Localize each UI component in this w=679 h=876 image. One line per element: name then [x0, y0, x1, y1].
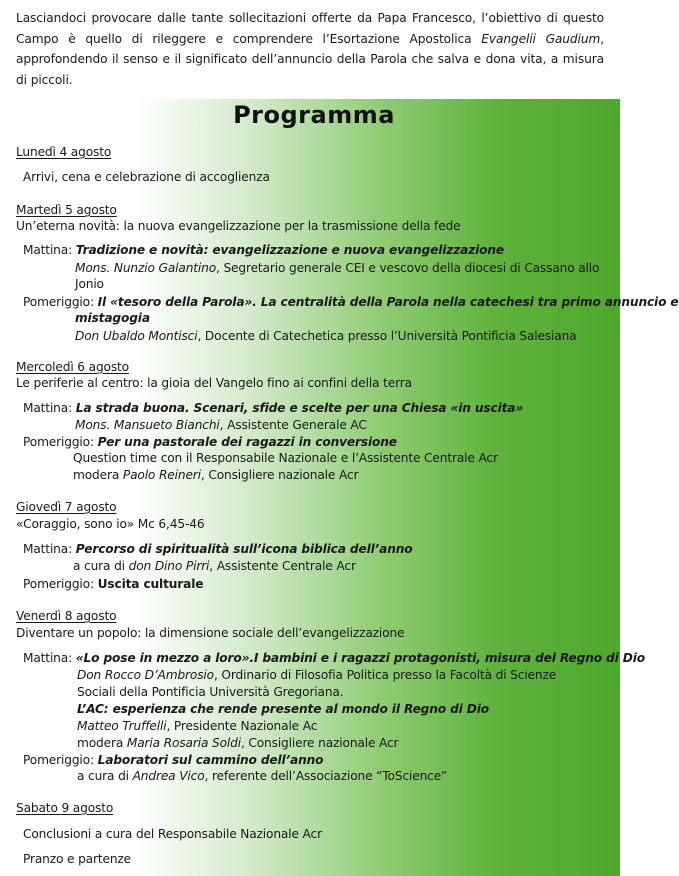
day-4-theme: «Coraggio, sono io» Mc 6,45-46 — [16, 517, 205, 531]
day-2-morning-speaker-cont: Jonio — [75, 277, 104, 291]
day-2-morning-speaker — [75, 261, 599, 275]
day-3-date: Mercoledì 6 agosto — [16, 360, 129, 374]
speaker-role: , Assistente Centrale Acr — [209, 559, 356, 573]
session-label: Pomeriggio: — [23, 753, 94, 767]
program-section — [0, 99, 679, 876]
session-label: Mattina: — [23, 243, 73, 257]
moderator-name: Maria Rosaria Soldi — [126, 736, 241, 750]
day-3-afternoon-moderator — [73, 468, 358, 482]
speaker-role: , Segretario generale CEI e vescovo della diocesi di Cassano allo — [216, 261, 600, 275]
session-title: Percorso di spiritualità sull’icona biblica dell’anno — [75, 542, 413, 556]
intro-text-2: , approfondendo il senso e il significato dell’annuncio della Parola che salva e dona vita, a misura di piccoli. — [16, 31, 605, 87]
day-5-morning-speaker-2 — [77, 719, 317, 733]
session-title: Laboratori sul cammino dell’anno — [97, 753, 324, 767]
day-1-date: Lunedì 4 agosto — [16, 145, 112, 159]
session-label: Pomeriggio: — [23, 295, 94, 309]
session-title: Per una pastorale dei ragazzi in conversione — [97, 435, 397, 449]
session-label: Mattina: — [23, 401, 73, 415]
speaker-name: Mons. Nunzio Galantino — [75, 261, 217, 275]
day-4-afternoon — [23, 577, 203, 591]
speaker-name: Mons. Mansueto Bianchi — [75, 418, 220, 432]
day-4-morning-speaker — [73, 559, 356, 573]
session-label: Mattina: — [23, 542, 73, 556]
day-3-morning-speaker — [75, 418, 367, 432]
day-6-line-1: Conclusioni a cura del Responsabile Nazionale Acr — [23, 827, 322, 841]
moderator-role: , Consigliere nazionale Acr — [200, 468, 359, 482]
moderator-prefix: modera — [77, 736, 127, 750]
speaker-role: , Assistente Generale AC — [219, 418, 367, 432]
speaker-role: , Presidente Nazionale Ac — [166, 719, 318, 733]
session-title: «Lo pose in mezzo a loro».I bambini e i ragazzi protagonisti, misura del Regno di Dio — [75, 651, 645, 665]
day-2-theme: Un’eterna novità: la nuova evangelizzazione per la trasmissione della fede — [16, 219, 461, 233]
day-3-morning — [23, 401, 523, 415]
session-label: Mattina: — [23, 651, 73, 665]
day-4-morning — [23, 542, 412, 556]
speaker-name: Don Ubaldo Montisci — [75, 329, 198, 343]
day-6-line-2: Pranzo e partenze — [23, 852, 132, 866]
program-title: Programma — [233, 101, 395, 129]
day-5-morning-title-2: L’AC: esperienza che rende presente al mondo il Regno di Dio — [77, 702, 490, 716]
session-title: Tradizione e novità: evangelizzazione e nuova evangelizzazione — [75, 243, 505, 257]
session-title: Uscita culturale — [97, 577, 204, 591]
session-label: Pomeriggio: — [23, 577, 94, 591]
speaker-prefix: a cura di — [73, 559, 129, 573]
day-2-afternoon-speaker — [75, 329, 577, 343]
session-title: La strada buona. Scenari, sfide e scelte per una Chiesa «in uscita» — [75, 401, 524, 415]
day-3-theme: Le periferie al centro: la gioia del Vangelo fino ai confini della terra — [16, 376, 412, 390]
speaker-prefix: a cura di — [77, 769, 133, 783]
day-3-afternoon — [23, 435, 397, 449]
speaker-role: , referente dell’Associazione “ToScience” — [204, 769, 448, 783]
intro-text-1: Lasciandoci provocare dalle tante sollecitazioni offerte da Papa Francesco, l’obiettivo di questo Campo è quello di rileggere e comprendere l’Esortazione Apostolica — [16, 11, 604, 46]
day-5-morning — [23, 651, 645, 665]
day-5-afternoon-speaker — [77, 769, 447, 783]
speaker-role: , Docente di Catechetica presso l’Università Pontificia Salesiana — [197, 329, 577, 343]
day-5-morning-speaker-cont: Sociali della Pontificia Università Gregoriana. — [77, 685, 344, 699]
day-2-morning — [23, 243, 504, 257]
day-4-date: Giovedì 7 agosto — [16, 500, 117, 514]
speaker-name: don Dino Pirri — [128, 559, 210, 573]
day-5-afternoon — [23, 753, 323, 767]
intro-paragraph — [16, 8, 604, 90]
speaker-role: , Ordinario di Filosofia Politica presso la Facoltà di Scienze — [213, 668, 557, 682]
day-1-note: Arrivi, cena e celebrazione di accoglienza — [23, 170, 270, 184]
day-5-date: Venerdì 8 agosto — [16, 609, 117, 623]
day-5-morning-moderator — [77, 736, 398, 750]
moderator-role: , Consigliere nazionale Acr — [240, 736, 399, 750]
speaker-name: Andrea Vico — [132, 769, 205, 783]
day-2-afternoon — [23, 295, 679, 309]
speaker-name: Matteo Truffelli — [77, 719, 167, 733]
day-5-theme: Diventare un popolo: la dimensione sociale dell’evangelizzazione — [16, 626, 405, 640]
moderator-name: Paolo Reineri — [122, 468, 201, 482]
moderator-prefix: modera — [73, 468, 123, 482]
day-5-morning-speaker — [77, 668, 556, 682]
session-label: Pomeriggio: — [23, 435, 94, 449]
intro-document-title: Evangelii Gaudium — [481, 31, 601, 46]
session-title: Il «tesoro della Parola». La centralità della Parola nella catechesi tra primo annuncio e — [97, 295, 679, 309]
speaker-name: Don Rocco D’Ambrosio — [77, 668, 214, 682]
day-3-afternoon-line: Question time con il Responsabile Nazionale e l’Assistente Centrale Acr — [73, 451, 498, 465]
day-6-date: Sabato 9 agosto — [16, 801, 114, 815]
day-2-date: Martedì 5 agosto — [16, 203, 117, 217]
day-2-afternoon-title-cont: mistagogia — [75, 311, 150, 325]
